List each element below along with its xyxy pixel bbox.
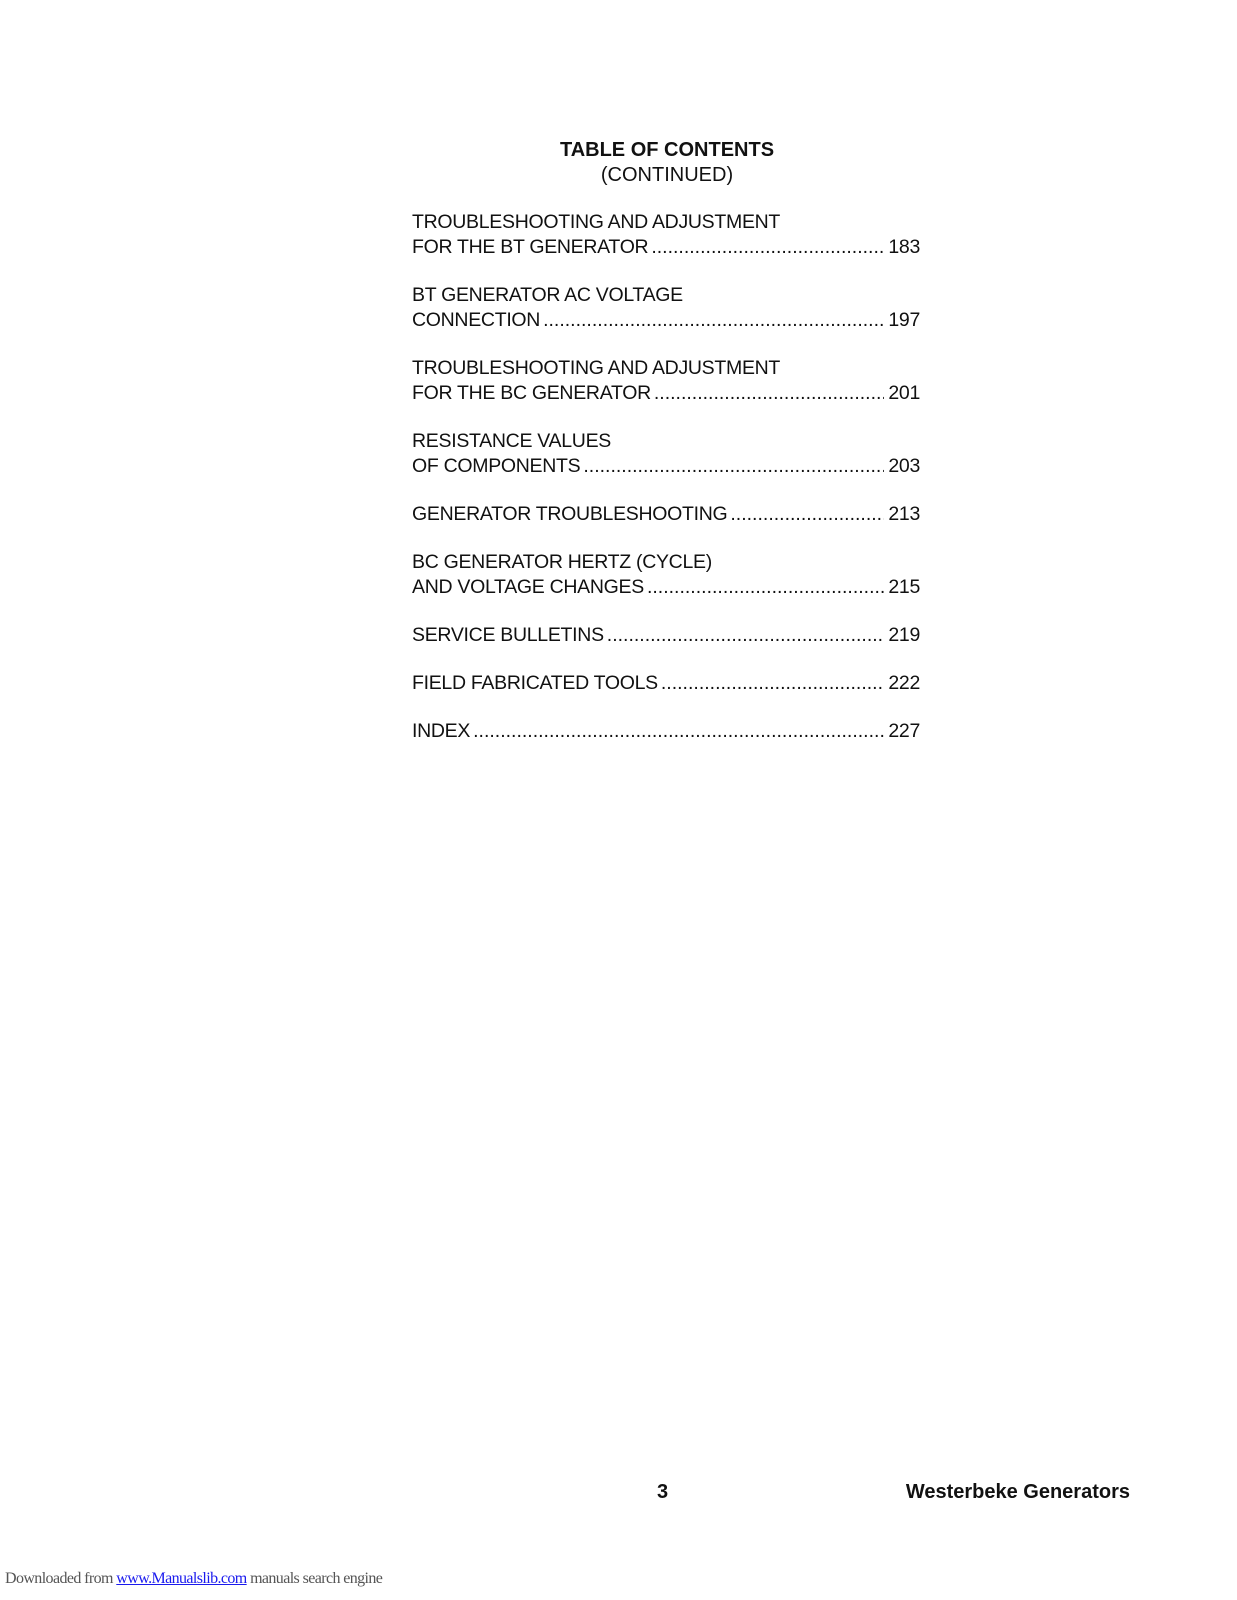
toc-entry-page: 227 xyxy=(888,720,920,742)
toc-subtitle: (CONTINUED) xyxy=(600,164,734,186)
dot-leader xyxy=(651,235,884,260)
toc-entry[interactable] xyxy=(412,671,920,696)
dot-leader xyxy=(473,719,884,744)
toc-entry-page: 197 xyxy=(888,309,920,331)
toc-entry-title: GENERATOR TROUBLESHOOTING xyxy=(412,503,728,525)
toc-entry-title: BT GENERATOR AC VOLTAGE xyxy=(412,284,683,306)
toc-entry-page: 183 xyxy=(888,236,920,258)
toc-entry-title: OF COMPONENTS xyxy=(412,455,581,477)
toc-entry-title: CONNECTION xyxy=(412,309,541,331)
dot-leader xyxy=(607,623,885,648)
toc-entry-title: BC GENERATOR HERTZ (CYCLE) xyxy=(412,551,712,573)
toc-entry[interactable] xyxy=(412,550,920,600)
toc-title: TABLE OF CONTENTS xyxy=(559,139,775,161)
dot-leader xyxy=(654,381,884,406)
footer-brand: Westerbeke Generators xyxy=(905,1481,1130,1503)
toc-entry-page: 213 xyxy=(888,503,920,525)
toc-entry[interactable] xyxy=(412,502,920,527)
toc-entry[interactable] xyxy=(412,283,920,333)
download-bar xyxy=(5,1570,382,1588)
page-number: 3 xyxy=(656,1481,669,1503)
download-suffix: manuals search engine xyxy=(250,1570,383,1587)
toc-entry[interactable] xyxy=(412,429,920,479)
toc-entry-page: 215 xyxy=(888,576,920,598)
toc-entry[interactable] xyxy=(412,210,920,260)
download-prefix: Downloaded from xyxy=(5,1570,113,1587)
toc-entry-title: TROUBLESHOOTING AND ADJUSTMENT xyxy=(412,357,781,379)
manualslib-link[interactable]: www.Manualslib.com xyxy=(116,1570,247,1587)
toc-entry-page: 203 xyxy=(888,455,920,477)
toc-entry-page: 201 xyxy=(888,382,920,404)
toc-entry[interactable] xyxy=(412,356,920,406)
toc-entry-page: 219 xyxy=(888,624,920,646)
toc-entry-title: TROUBLESHOOTING AND ADJUSTMENT xyxy=(412,211,781,233)
dot-leader xyxy=(647,575,884,600)
dot-leader xyxy=(583,454,884,479)
toc-entry-title: FOR THE BT GENERATOR xyxy=(412,236,649,258)
toc-entry-title: INDEX xyxy=(412,720,471,742)
dot-leader xyxy=(661,671,884,696)
toc-list xyxy=(412,210,920,767)
toc-entry-title: SERVICE BULLETINS xyxy=(412,624,604,646)
dot-leader xyxy=(543,308,884,333)
dot-leader xyxy=(730,502,884,527)
toc-entry-title: FOR THE BC GENERATOR xyxy=(412,382,651,404)
toc-entry[interactable] xyxy=(412,719,920,744)
toc-entry-title: FIELD FABRICATED TOOLS xyxy=(412,672,658,694)
toc-entry-page: 222 xyxy=(888,672,920,694)
toc-entry[interactable] xyxy=(412,623,920,648)
toc-entry-title: AND VOLTAGE CHANGES xyxy=(412,576,644,598)
toc-entry-title: RESISTANCE VALUES xyxy=(412,430,611,452)
